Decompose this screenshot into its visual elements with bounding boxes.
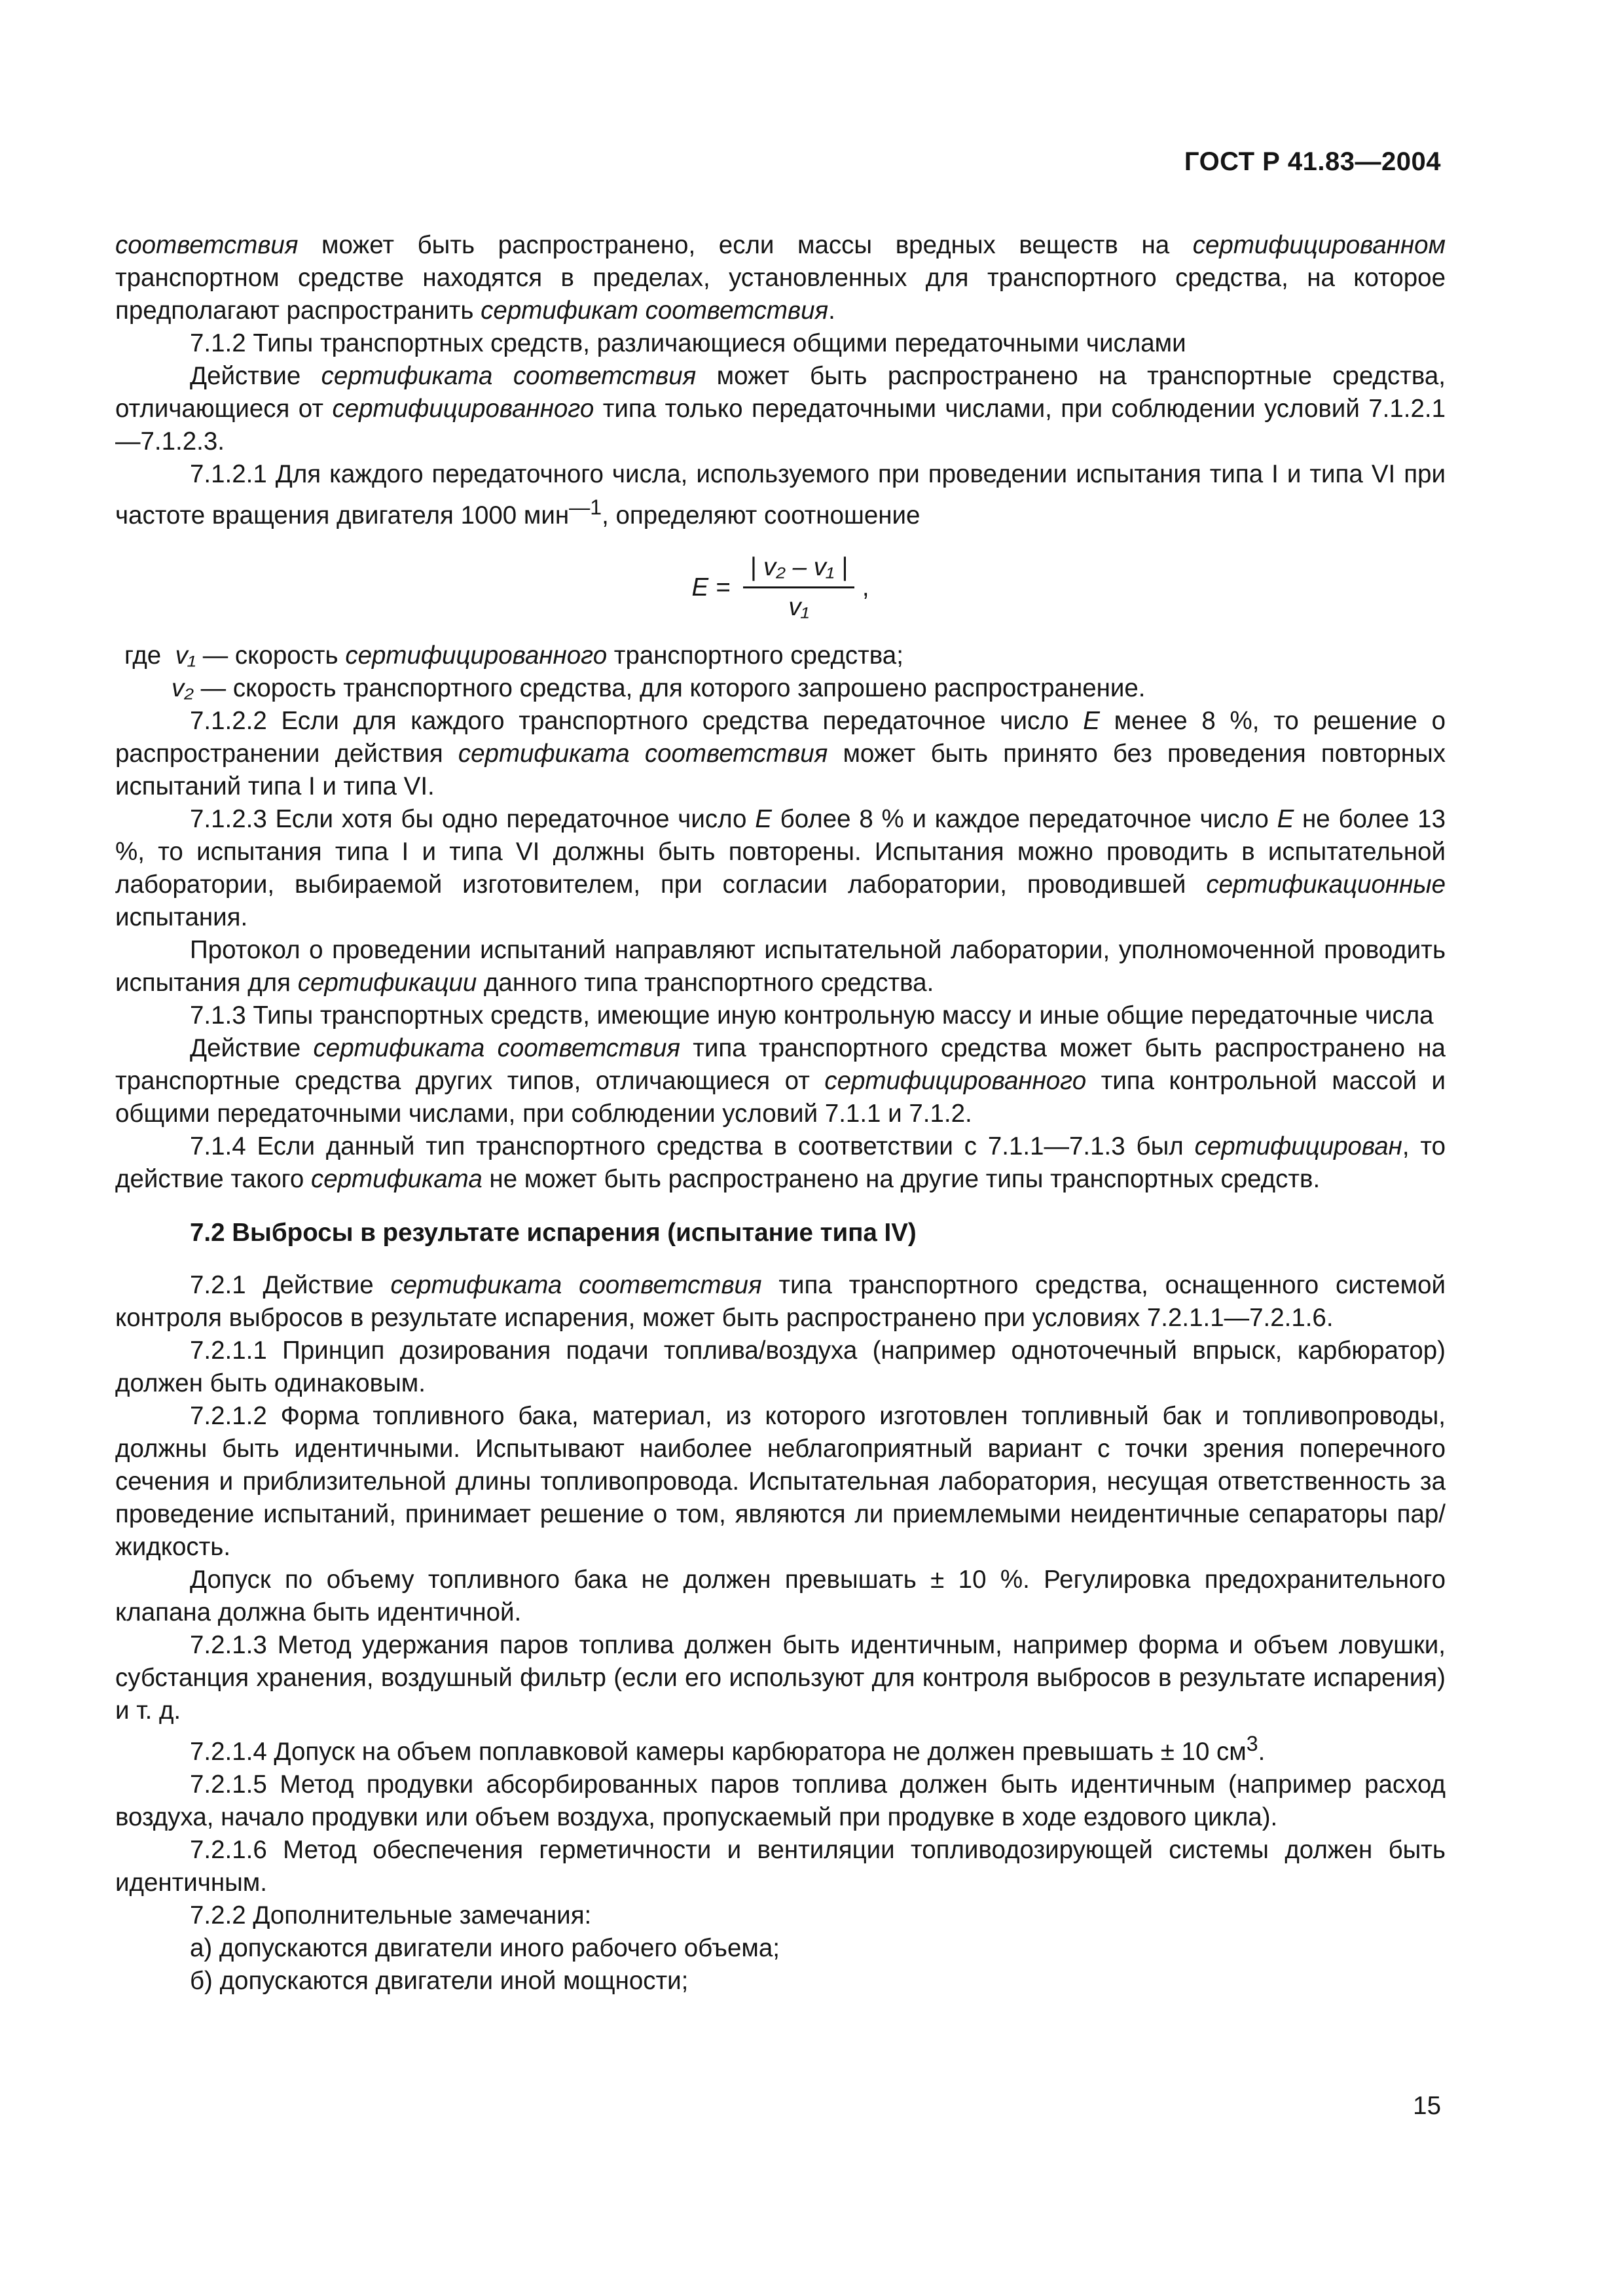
ratio-formula	[115, 539, 1446, 637]
list-item-a: а) допускаются двигатели иного рабочего объема;	[190, 1933, 780, 1962]
clause-7-2-1-5: 7.2.1.5 Метод продувки абсорбированных паров топлива должен быть идентичным (например расход воздуха, начало продувки или объем воздуха, пропускаемый при продувке в ходе ездового цикла).	[115, 1770, 1446, 1831]
clause-7-2-1-6: 7.2.1.6 Метод обеспечения герметичности и вентиляции топливодозирующей системы должен быть идентичным.	[115, 1835, 1446, 1897]
clause-7-1-3-body: Действие сертификата соответствия типа транспортного средства может быть распространено на транспортные средства других типов, отличающиеся от сертифицированного типа контрольной массой и общими передаточными числами, при соблюдении условий 7.1.1 и 7.1.2.	[115, 1033, 1446, 1128]
clause-7-1-2-1: 7.1.2.1 Для каждого передаточного числа, используемого при проведении испытания типа I и типа VI при частоте вращения двигателя 1000 мин$^{—1}$, определяют соотношение	[115, 460, 1446, 529]
formula-lhs: E =	[691, 573, 731, 601]
list-item-b: б) допускаются двигатели иной мощности;	[190, 1966, 689, 1995]
clause-7-1-3-title: 7.1.3 Типы транспортных средств, имеющие иную контрольную массу и иные общие передаточные числа	[190, 1001, 1434, 1030]
page-body	[115, 229, 1446, 1998]
clause-7-1-2-body: Действие сертификата соответствия может быть распространено на транспортные средства, отличающиеся от сертифицированного типа только передаточными числами, при соблюдении условий 7.1.2.1—7.1.2.3.	[115, 362, 1446, 456]
formula-numerator: | v₂ – v₁ |	[743, 551, 854, 588]
clause-7-2-1: 7.2.1 Действие сертификата соответствия типа транспортного средства, оснащенного системой контроля выбросов в результате испарения, может быть распространено при условиях 7.2.1.1—7.2.1.6.	[115, 1270, 1446, 1332]
clause-7-1-4: 7.1.4 Если данный тип транспортного средства в соответствии с 7.1.1—7.1.3 был сертифицирован, то действие такого сертификата не может быть распространено на другие типы транспортных средств.	[115, 1132, 1446, 1193]
clause-7-1-2-2: 7.1.2.2 Если для каждого транспортного средства передаточное число E менее 8 %, то решение о распространении действия сертификата соответствия может быть принято без проведения повторных испытаний типа I и типа VI.	[115, 706, 1446, 800]
clause-7-2-1-1: 7.2.1.1 Принцип дозирования подачи топлива/воздуха (например одноточечный впрыск, карбюратор) должен быть одинаковым.	[115, 1336, 1446, 1397]
page-number: 15	[1413, 2092, 1441, 2120]
tank-tolerance-paragraph: Допуск по объему топливного бака не должен превышать ± 10 %. Регулировка предохранительного клапана должна быть идентичной.	[115, 1565, 1446, 1626]
clause-7-1-2-3: 7.1.2.3 Если хотя бы одно передаточное число E более 8 % и каждое передаточное число E не более 13 %, то испытания типа I и типа VI должны быть повторены. Испытания можно проводить в испытательной лаборатории, выбираемой изготовителем, при согласии лаборатории, проводившей сертификационные испытания.	[115, 804, 1446, 931]
protocol-paragraph: Протокол о проведении испытаний направляют испытательной лаборатории, уполномоченной проводить испытания для сертификации данного типа транспортного средства.	[115, 935, 1446, 997]
section-7-2-heading: 7.2 Выбросы в результате испарения (испытание типа IV)	[190, 1218, 917, 1247]
document-id: ГОСТ Р 41.83—2004	[1184, 147, 1441, 176]
clause-7-1-2-title: 7.1.2 Типы транспортных средств, различающиеся общими передаточными числами	[190, 329, 1186, 357]
where-v1: где v₁ — скорость сертифицированного транспортного средства;	[124, 641, 903, 670]
clause-7-2-1-3: 7.2.1.3 Метод удержания паров топлива должен быть идентичным, например форма и объем ловушки, субстанция хранения, воздушный фильтр (если его используют для контроля выбросов в результате испарения) и т. д.	[115, 1630, 1446, 1725]
formula-trail: ,	[862, 573, 869, 601]
page-header	[1184, 147, 1441, 177]
clause-7-2-1-2: 7.2.1.2 Форма топливного бака, материал, из которого изготовлен топливный бак и топливопроводы, должны быть идентичными. Испытывают наиболее неблагоприятный вариант с точки зрения поперечного сечения и приблизительной длины топливопровода. Испытательная лаборатория, несущая ответственность за проведение испытаний, принимает решение о том, являются ли приемлемыми неидентичные сепараторы пар/ жидкость.	[115, 1401, 1446, 1561]
formula-denominator: v₁	[788, 593, 809, 622]
clause-7-2-2: 7.2.2 Дополнительные замечания:	[190, 1901, 592, 1929]
clause-7-2-1-4: 7.2.1.4 Допуск на объем поплавковой камеры карбюратора не должен превышать ± 10 $см^3$.	[190, 1731, 1266, 1766]
paragraph-continuation: соответствия может быть распространено, если массы вредных веществ на сертифицированном транспортном средстве находятся в пределах, установленных для транспортного средства, на которое предполагают распространить сертификат соответствия.	[115, 231, 1446, 325]
where-v2: v₂ — скорость транспортного средства, для которого запрошено распространение.	[172, 673, 1146, 702]
formula-fraction	[743, 551, 854, 624]
